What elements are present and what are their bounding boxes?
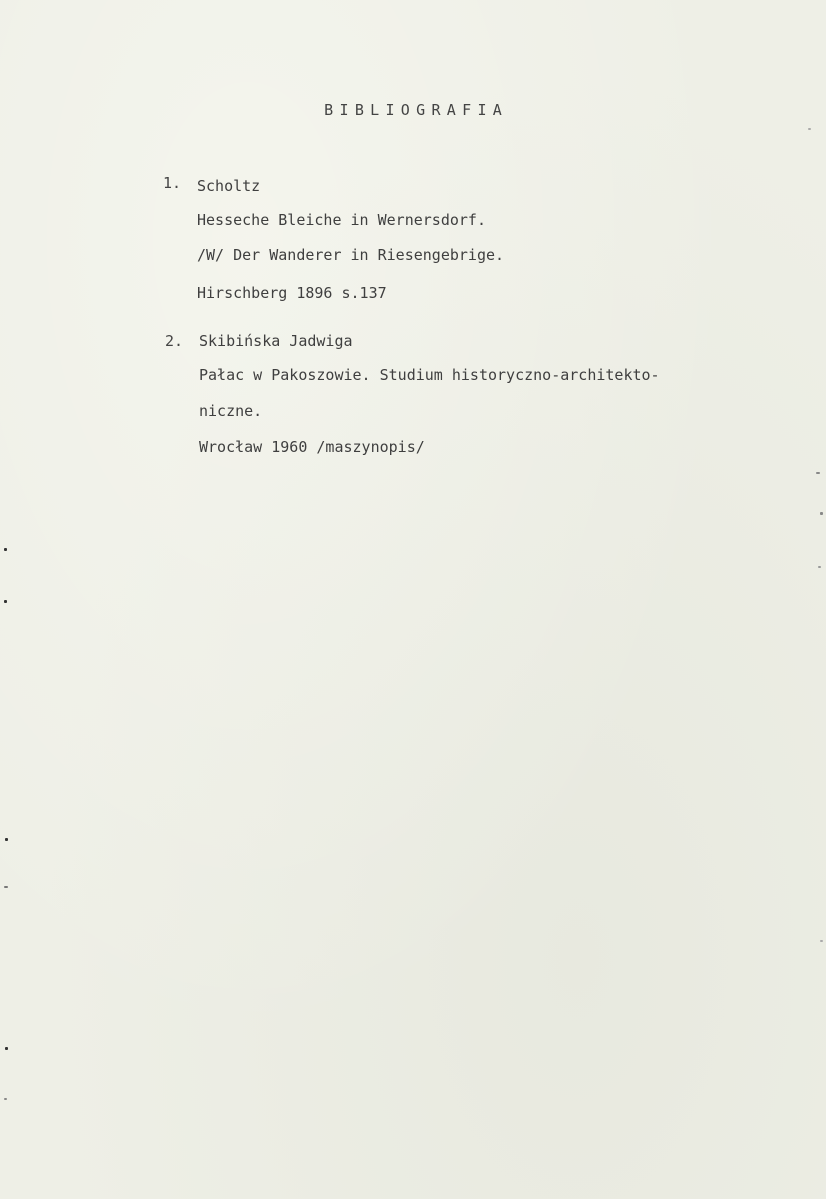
scan-speck: [820, 512, 823, 515]
scan-speck: [820, 940, 823, 942]
scan-speck: [5, 838, 8, 841]
scan-speck: [4, 886, 8, 888]
scan-speck: [5, 1047, 8, 1050]
scan-speck: [4, 548, 7, 551]
scan-speck: [808, 128, 811, 130]
scan-speck: [816, 472, 820, 474]
entry-number: 1.: [163, 174, 182, 192]
scan-speck: [4, 600, 7, 603]
entry-number: 2.: [165, 332, 184, 350]
scan-speck: [818, 566, 821, 568]
entry-title: Pałac w Pakoszowie. Studium historyczno-architekto-: [199, 366, 660, 384]
entry-publication: Hirschberg 1896 s.137: [197, 284, 387, 302]
entry-source: /W/ Der Wanderer in Riesengebrige.: [197, 246, 505, 264]
entry-publication: Wrocław 1960 /maszynopis/: [199, 438, 425, 456]
entry-author: Skibińska Jadwiga: [199, 332, 353, 350]
page-title: BIBLIOGRAFIA: [324, 101, 509, 119]
entry-author: Scholtz: [197, 177, 261, 195]
entry-title-continued: niczne.: [199, 402, 263, 420]
entry-title: Hesseche Bleiche in Wernersdorf.: [197, 211, 486, 229]
scan-speck: [4, 1098, 7, 1100]
